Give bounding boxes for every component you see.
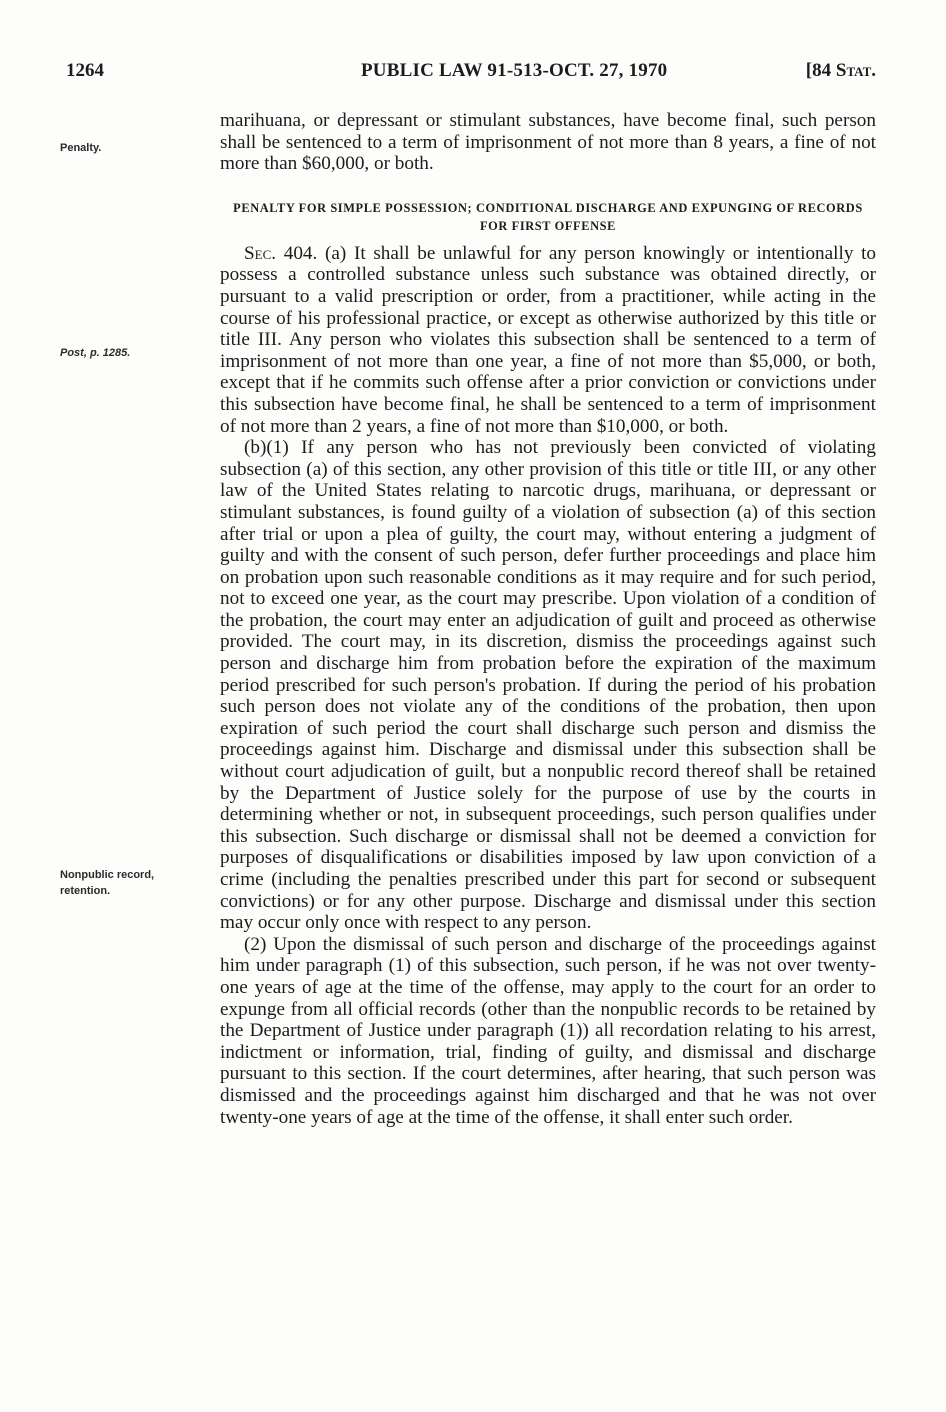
running-title: PUBLIC LAW 91-513-OCT. 27, 1970: [361, 60, 668, 81]
paragraph-b1: (b)(1) If any person who has not previously been convicted of violating subsection (a) of this section, any other provision of this title or title III, or any other law of the United States relating to narcotic drugs, marihuana, or depressant or stimulant substances, is found guilty of a violation of subsection (a) of this section after trial or upon a plea of guilty, the court may, without entering a judgment of guilty and with the consent of such person, defer further proceedings and place him on probation upon such reasonable conditions as it may require and for such period, not to exceed one year, as the court may prescribe. Upon violation of a condition of the probation, the court may enter an adjudication of guilt and proceed as otherwise provided. The court may, in its discretion, dismiss the proceedings against such person and discharge him from probation before the expiration of the maximum period prescribed for such person's probation. If during the period of his probation such person does not violate any of the conditions of the probation, then upon expiration of such period the court shall discharge such person and dismiss the proceedings against him. Discharge and dismissal under this subsection shall be without court adjudication of guilt, but a nonpublic record thereof shall be retained by the Department of Justice solely for the purpose of use by the courts in determining whether or not, in subsequent proceedings, such person qualifies under this subsection. Such discharge or dismissal shall not be deemed a conviction for purposes of disqualifications or disabilities imposed by law upon conviction of a crime (including the penalties prescribed under this part for second or subsequent convictions) or for any other purpose. Discharge and dismissal under this section may occur only once with respect to any person.: [220, 437, 876, 934]
section-label: Sec. 404.: [244, 242, 318, 264]
margin-note-penalty: Penalty.: [60, 142, 102, 154]
continuation-paragraph: marihuana, or depressant or stimulant substances, have become final, such person shall be sentenced to a term of imprisonment of not more than 8 years, a fine of not more than $60,000, or both.: [220, 110, 876, 175]
page-header: [66, 60, 876, 90]
margin-note-nonpublic-record: Nonpublic record, retention.: [60, 869, 155, 897]
statute-body: [220, 110, 876, 1128]
page-number: 1264: [66, 60, 104, 81]
paragraph-a-text: (a) It shall be unlawful for any person knowingly or intentionally to possess a controlled substance unless such substance was obtained directly, or pursuant to a valid prescription or order, from a practitioner, while acting in the course of his professional practice, or except as otherwise authorized by this title or title III. Any person who violates this subsection shall be sentenced to a term of imprisonment of not more than one year, a fine of not more than $5,000, or both, except that if he commits such offense after a prior conviction or convictions under this subsection have become final, he shall be sentenced to a term of imprisonment of not more than 2 years, a fine of not more than $10,000, or both.: [220, 242, 877, 437]
paragraph-a: [220, 243, 876, 437]
margin-note-post-reference-text: Post, p. 1285.: [60, 347, 131, 359]
margin-note-post-reference: [60, 345, 210, 361]
section-heading: PENALTY FOR SIMPLE POSSESSION; CONDITIONAL DISCHARGE AND EXPUNGING OF RECORDS FOR FIRST OFFENSE: [233, 200, 863, 233]
paragraph-b2: (2) Upon the dismissal of such person and discharge of the proceedings against him under paragraph (1) of this subsection, such person, if he was not over twenty-one years of age at the time of the offense, may apply to the court for an order to expunge from all official records (other than the nonpublic records to be retained by the Department of Justice under paragraph (1)) all recordation relating to his arrest, indictment or information, trial, finding of guilty, and dismissal and discharge pursuant to this section. If the court determines, after hearing, that such person was dismissed and the proceedings against him discharged and that he was not over twenty-one years of age at the time of the offense, it shall enter such order.: [220, 933, 876, 1128]
volume-reference: [84 Stat.: [805, 60, 876, 81]
